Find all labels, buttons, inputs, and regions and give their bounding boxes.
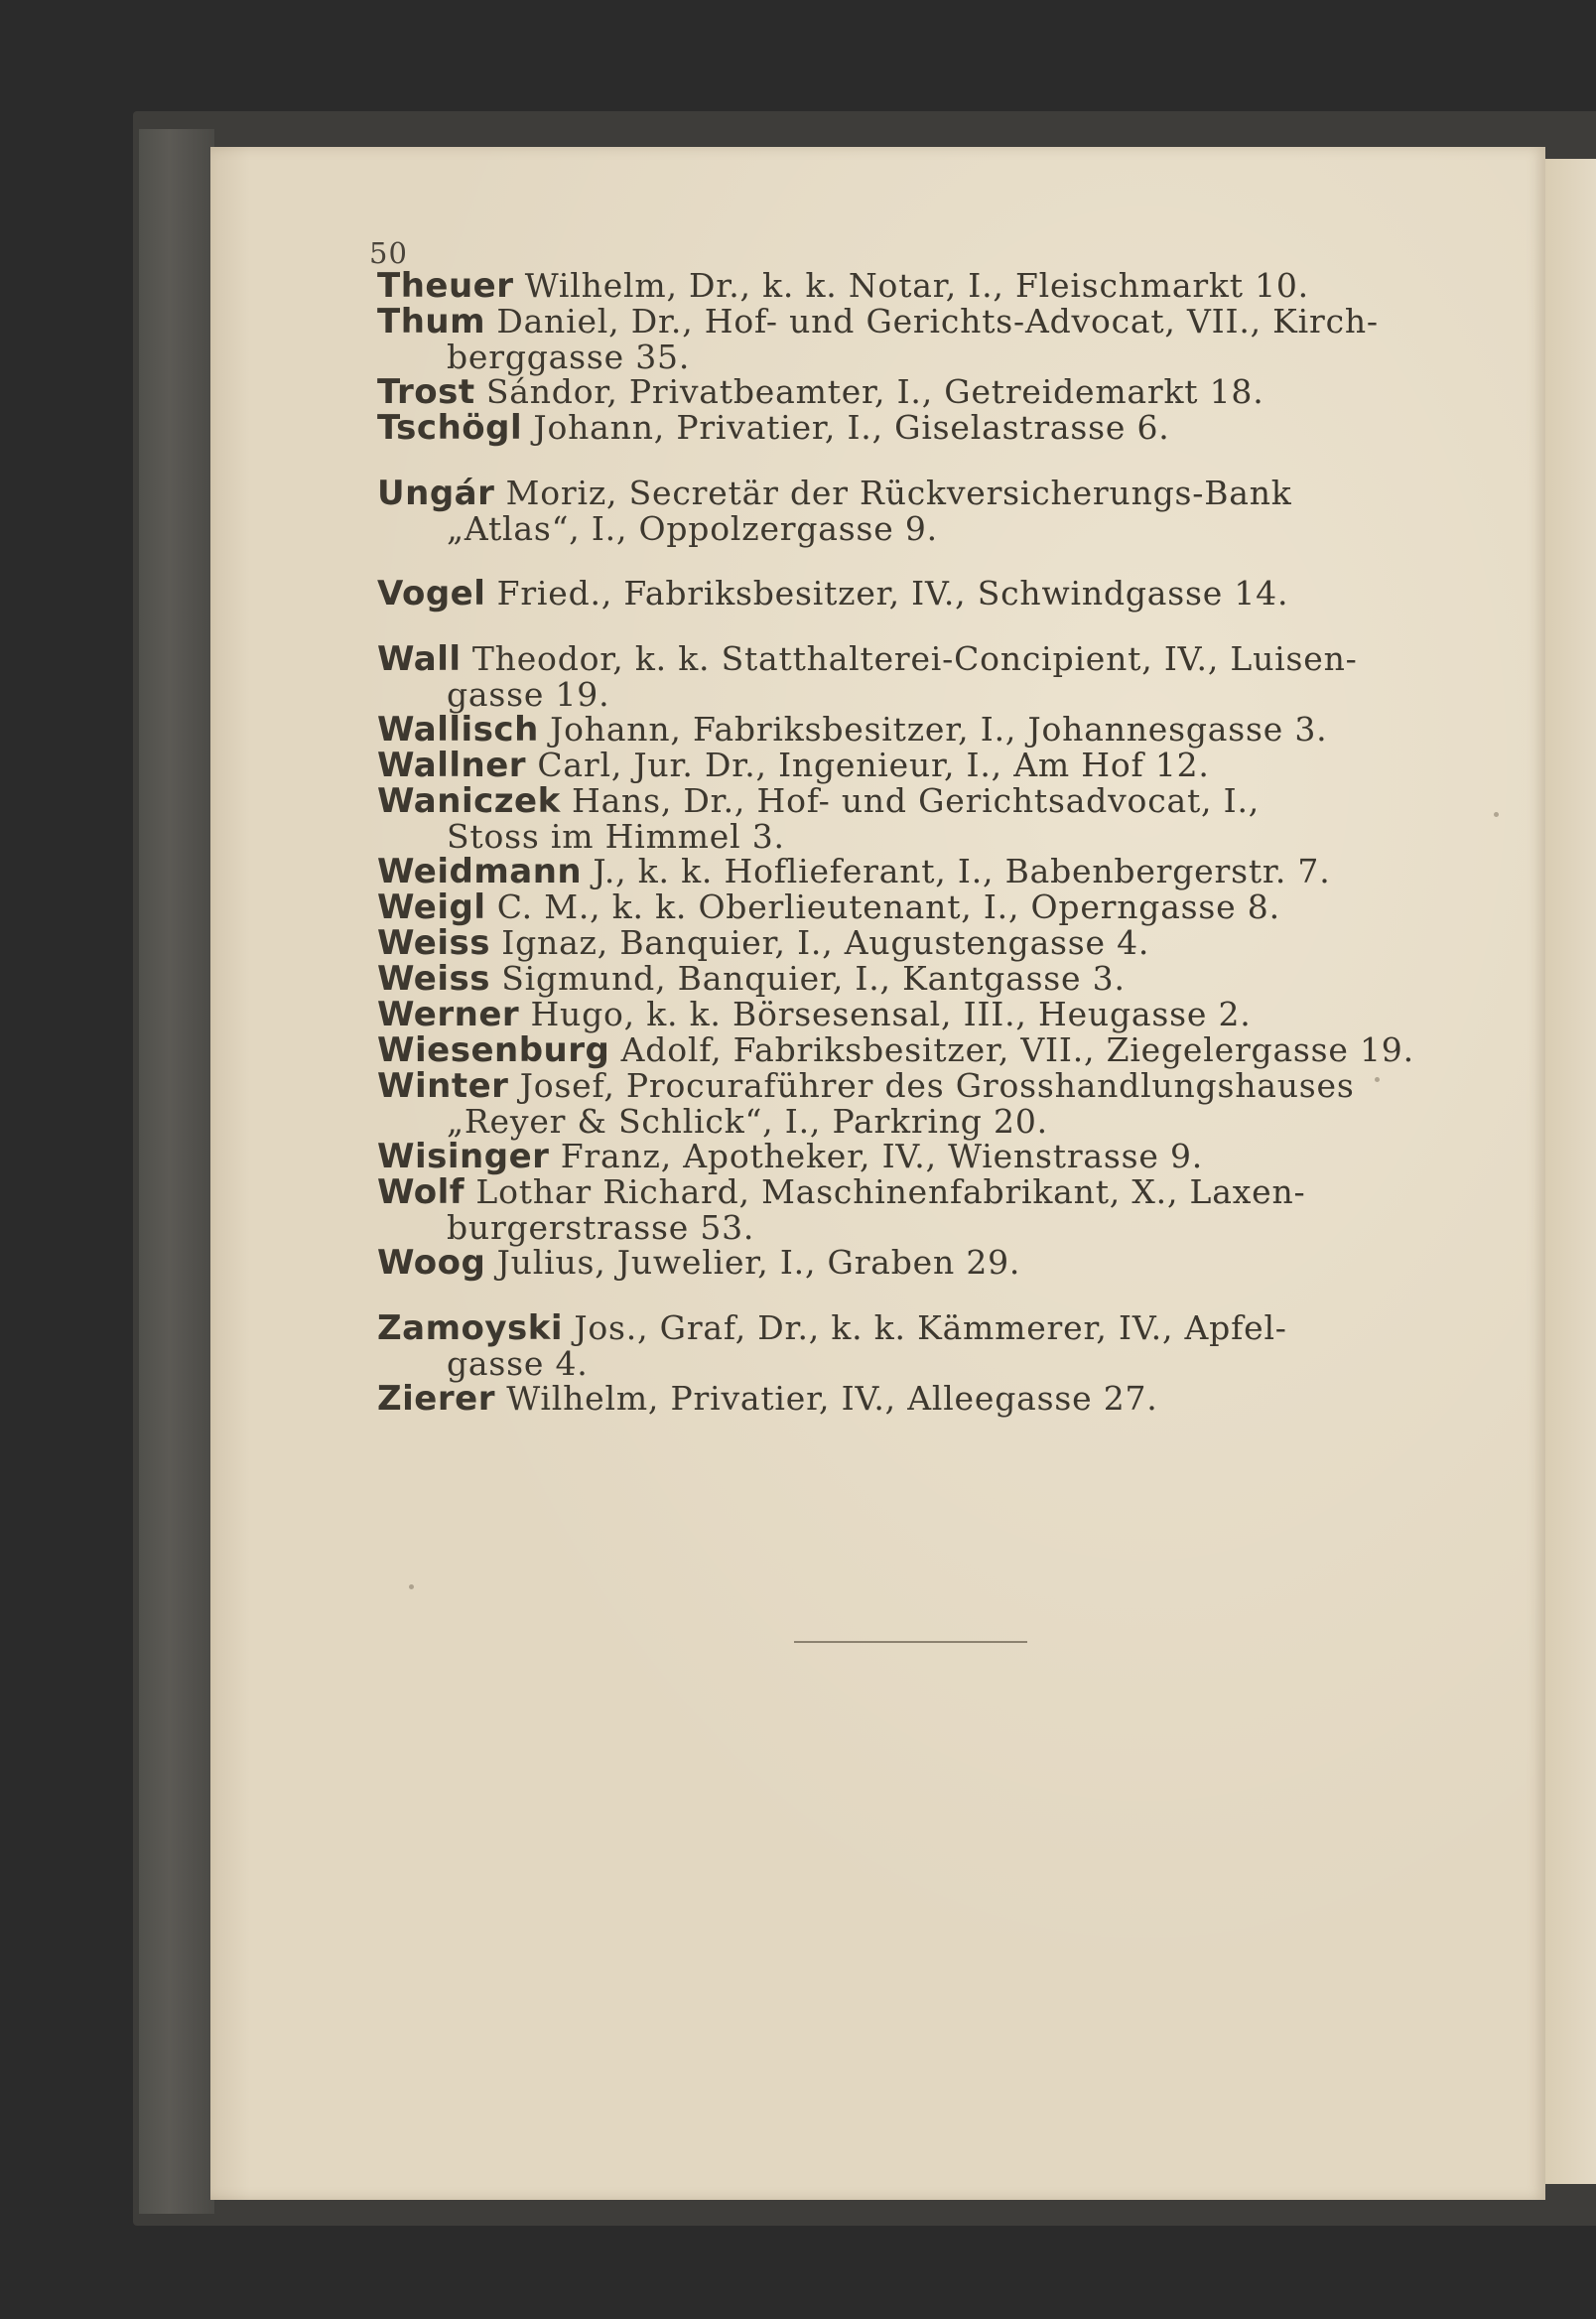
directory-entry xyxy=(377,268,1449,304)
paper-speck xyxy=(1494,812,1499,817)
entry-details: Julius, Juwelier, I., Graben 29. xyxy=(485,1243,1021,1282)
entry-details: Theodor, k. k. Statthalterei-Concipient, IV., Luisen- xyxy=(461,639,1358,678)
entry-name: Vogel xyxy=(377,574,486,614)
entry-details: Wilhelm, Dr., k. k. Notar, I., Fleischmarkt 10. xyxy=(513,266,1309,305)
entry-continuation: burgerstrasse 53. xyxy=(447,1208,755,1247)
entry-name: Waniczek xyxy=(377,781,561,821)
entry-name: Weidmann xyxy=(377,852,583,891)
entry-name: Tschögl xyxy=(377,408,523,448)
directory-entry xyxy=(377,304,1449,374)
entry-name: Trost xyxy=(377,372,475,412)
entry-name: Werner xyxy=(377,995,520,1034)
entry-details: Lothar Richard, Maschinenfabrikant, X., Laxen- xyxy=(465,1172,1306,1211)
directory-entry xyxy=(377,476,1449,546)
entry-details: Sigmund, Banquier, I., Kantgasse 3. xyxy=(489,959,1126,998)
entry-name: Ungár xyxy=(377,474,495,513)
entry-name: Zamoyski xyxy=(377,1308,564,1348)
book-binding-edge xyxy=(139,129,214,2214)
directory-entry xyxy=(377,1245,1449,1281)
entry-continuation: „Atlas“, I., Oppolzergasse 9. xyxy=(447,509,938,548)
entry-name: Thum xyxy=(377,302,486,341)
entry-continuation: gasse 4. xyxy=(447,1344,589,1383)
entry-name: Weiss xyxy=(377,923,490,963)
entry-continuation: „Reyer & Schlick“, I., Parkring 20. xyxy=(447,1102,1048,1141)
entry-details: Daniel, Dr., Hof- und Gerichts-Advocat, VII., Kirch- xyxy=(485,302,1379,341)
directory-entry xyxy=(377,641,1449,712)
entry-details: Carl, Jur. Dr., Ingenieur, I., Am Hof 12. xyxy=(526,746,1210,784)
directory-entry xyxy=(377,1032,1449,1068)
directory-entry xyxy=(377,576,1449,612)
directory-entry xyxy=(377,889,1449,925)
entry-name: Wiesenburg xyxy=(377,1030,610,1070)
entry-details: Hugo, k. k. Börsesensal, III., Heugasse 2. xyxy=(519,995,1252,1033)
entry-name: Zierer xyxy=(377,1379,495,1419)
entry-name: Theuer xyxy=(377,266,514,306)
directory-entry xyxy=(377,997,1449,1032)
directory-entry xyxy=(377,748,1449,783)
entry-continuation: berggasse 35. xyxy=(447,338,691,376)
entry-name: Wall xyxy=(377,639,462,679)
entry-details: Moriz, Secretär der Rückversicherungs-Bank xyxy=(494,474,1292,512)
entry-details: Hans, Dr., Hof- und Gerichtsadvocat, I., xyxy=(560,781,1261,820)
entry-details: Jos., Graf, Dr., k. k. Kämmerer, IV., Apfel- xyxy=(563,1308,1287,1347)
directory-entry xyxy=(377,410,1449,446)
entry-details: Adolf, Fabriksbesitzer, VII., Ziegelergasse 19. xyxy=(609,1030,1414,1069)
directory-entries xyxy=(377,268,1449,1417)
directory-entry xyxy=(377,1381,1449,1417)
entry-continuation: Stoss im Himmel 3. xyxy=(447,817,785,856)
directory-entry xyxy=(377,961,1449,997)
entry-details: Josef, Procuraführer des Grosshandlungshauses xyxy=(508,1066,1355,1105)
entry-details: Johann, Privatier, I., Giselastrasse 6. xyxy=(522,408,1170,447)
entry-details: Franz, Apotheker, IV., Wienstrasse 9. xyxy=(549,1137,1204,1175)
paper-speck xyxy=(409,1584,414,1589)
paper-speck xyxy=(1375,1077,1380,1082)
end-rule xyxy=(794,1641,1027,1643)
directory-entry xyxy=(377,712,1449,748)
entry-continuation: gasse 19. xyxy=(447,675,610,714)
directory-entry xyxy=(377,925,1449,961)
directory-entry xyxy=(377,374,1449,410)
entry-details: Sándor, Privatbeamter, I., Getreidemarkt 18. xyxy=(474,372,1264,411)
entry-name: Woog xyxy=(377,1243,486,1283)
directory-entry xyxy=(377,854,1449,889)
entry-details: J., k. k. Hoflieferant, I., Babenbergerstr. 7. xyxy=(582,852,1331,890)
entry-details: Fried., Fabriksbesitzer, IV., Schwindgasse 14. xyxy=(485,574,1289,613)
entry-name: Weiss xyxy=(377,959,490,999)
page-number: 50 xyxy=(369,236,408,270)
entry-details: Johann, Fabriksbesitzer, I., Johannesgasse 3. xyxy=(538,710,1328,749)
entry-details: Ignaz, Banquier, I., Augustengasse 4. xyxy=(489,923,1150,962)
entry-name: Wallisch xyxy=(377,710,539,750)
directory-entry xyxy=(377,1068,1449,1139)
entry-name: Winter xyxy=(377,1066,509,1106)
entry-name: Wolf xyxy=(377,1172,466,1212)
entry-details: Wilhelm, Privatier, IV., Alleegasse 27. xyxy=(494,1379,1158,1418)
directory-entry xyxy=(377,1310,1449,1381)
entry-name: Weigl xyxy=(377,887,486,927)
entry-name: Wallner xyxy=(377,746,527,785)
entry-name: Wisinger xyxy=(377,1137,550,1176)
directory-entry xyxy=(377,783,1449,854)
entry-details: C. M., k. k. Oberlieutenant, I., Operngasse 8. xyxy=(485,887,1280,926)
directory-entry xyxy=(377,1174,1449,1245)
directory-entry xyxy=(377,1139,1449,1174)
